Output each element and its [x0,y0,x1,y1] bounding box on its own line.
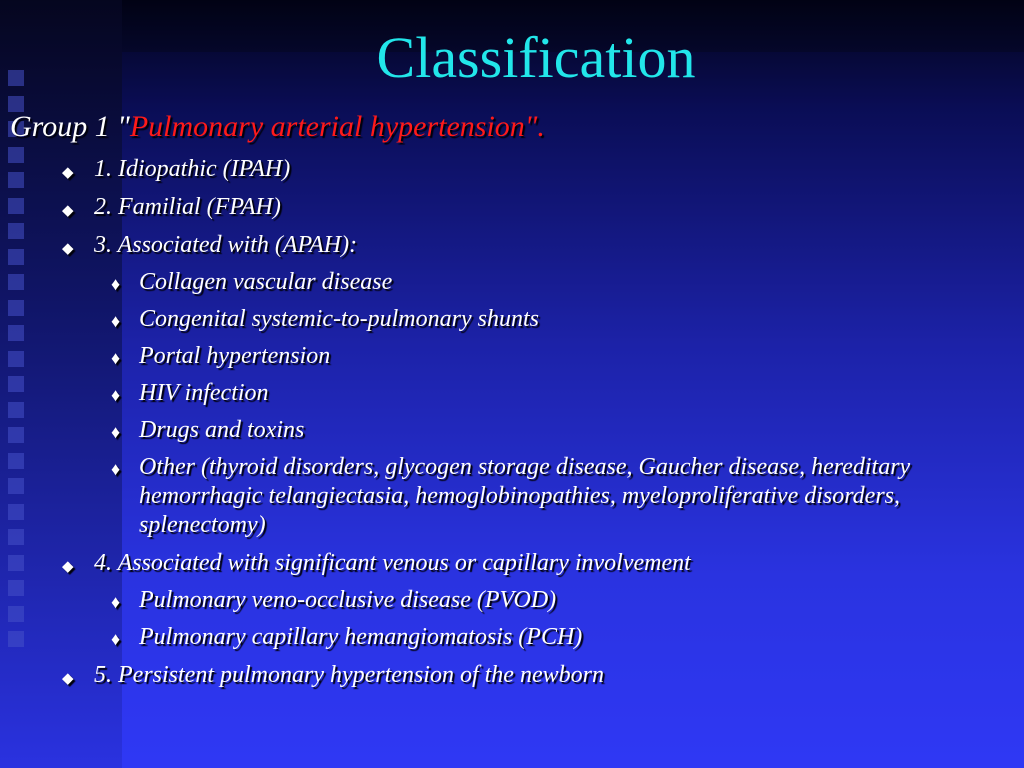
diamond-bullet-icon: ◆ [62,671,74,687]
list-item [10,193,1010,222]
sub-list-item-text: Collagen vascular disease [139,269,393,295]
diamond-bullet-icon: ◆ [62,165,74,181]
small-diamond-bullet-icon: ♦ [111,385,121,405]
list-item [10,155,1010,184]
group-prefix: Group 1 " [10,110,130,143]
list-item [10,231,1010,260]
sub-list-item [10,305,1010,334]
list-item [10,549,1010,578]
classification-list [10,155,1010,690]
small-diamond-bullet-icon: ♦ [111,274,121,294]
sub-list-item-text: Congenital systemic-to-pulmonary shunts [139,306,539,332]
sub-list-item-text: Pulmonary veno-occlusive disease (PVOD) [139,587,557,613]
group-heading [10,108,1010,146]
list-item-text: 3. Associated with (APAH): [94,232,358,258]
sub-list-item-text: Pulmonary capillary hemangiomatosis (PCH) [139,624,583,650]
sub-list-item-text: Other (thyroid disorders, glycogen storage disease, Gaucher disease, hereditary hemorrhagic telangiectasia, hemoglobinopathies, myeloproliferative disorders, splenectomy) [139,454,911,538]
diamond-bullet-icon: ◆ [62,203,74,219]
small-diamond-bullet-icon: ♦ [111,311,121,331]
sub-list-item [10,586,1010,615]
small-diamond-bullet-icon: ♦ [111,422,121,442]
sub-list-item-text: Drugs and toxins [139,417,305,443]
sub-list-item [10,623,1010,652]
sub-list-item [10,453,939,540]
small-diamond-bullet-icon: ♦ [111,629,121,649]
list-item-text: 2. Familial (FPAH) [94,194,281,220]
diamond-bullet-icon: ◆ [62,559,74,575]
slide-title: Classification [376,25,696,90]
small-diamond-bullet-icon: ♦ [111,592,121,612]
group-name: Pulmonary arterial hypertension". [129,110,545,143]
small-diamond-bullet-icon: ♦ [111,459,121,479]
slide-content [10,108,1010,690]
sub-list-item [10,268,1010,297]
list-item [10,661,1010,690]
list-item-text: 4. Associated with significant venous or capillary involvement [94,550,691,576]
list-item-text: 5. Persistent pulmonary hypertension of the newborn [94,662,604,688]
list-item-text: 1. Idiopathic (IPAH) [94,156,291,182]
sub-list-item [10,342,1010,371]
diamond-bullet-icon: ◆ [62,241,74,257]
sub-list-item-text: HIV infection [139,380,269,406]
small-diamond-bullet-icon: ♦ [111,348,121,368]
sub-list-item-text: Portal hypertension [139,343,331,369]
sub-list-item [10,379,1010,408]
sub-list-item [10,416,1010,445]
